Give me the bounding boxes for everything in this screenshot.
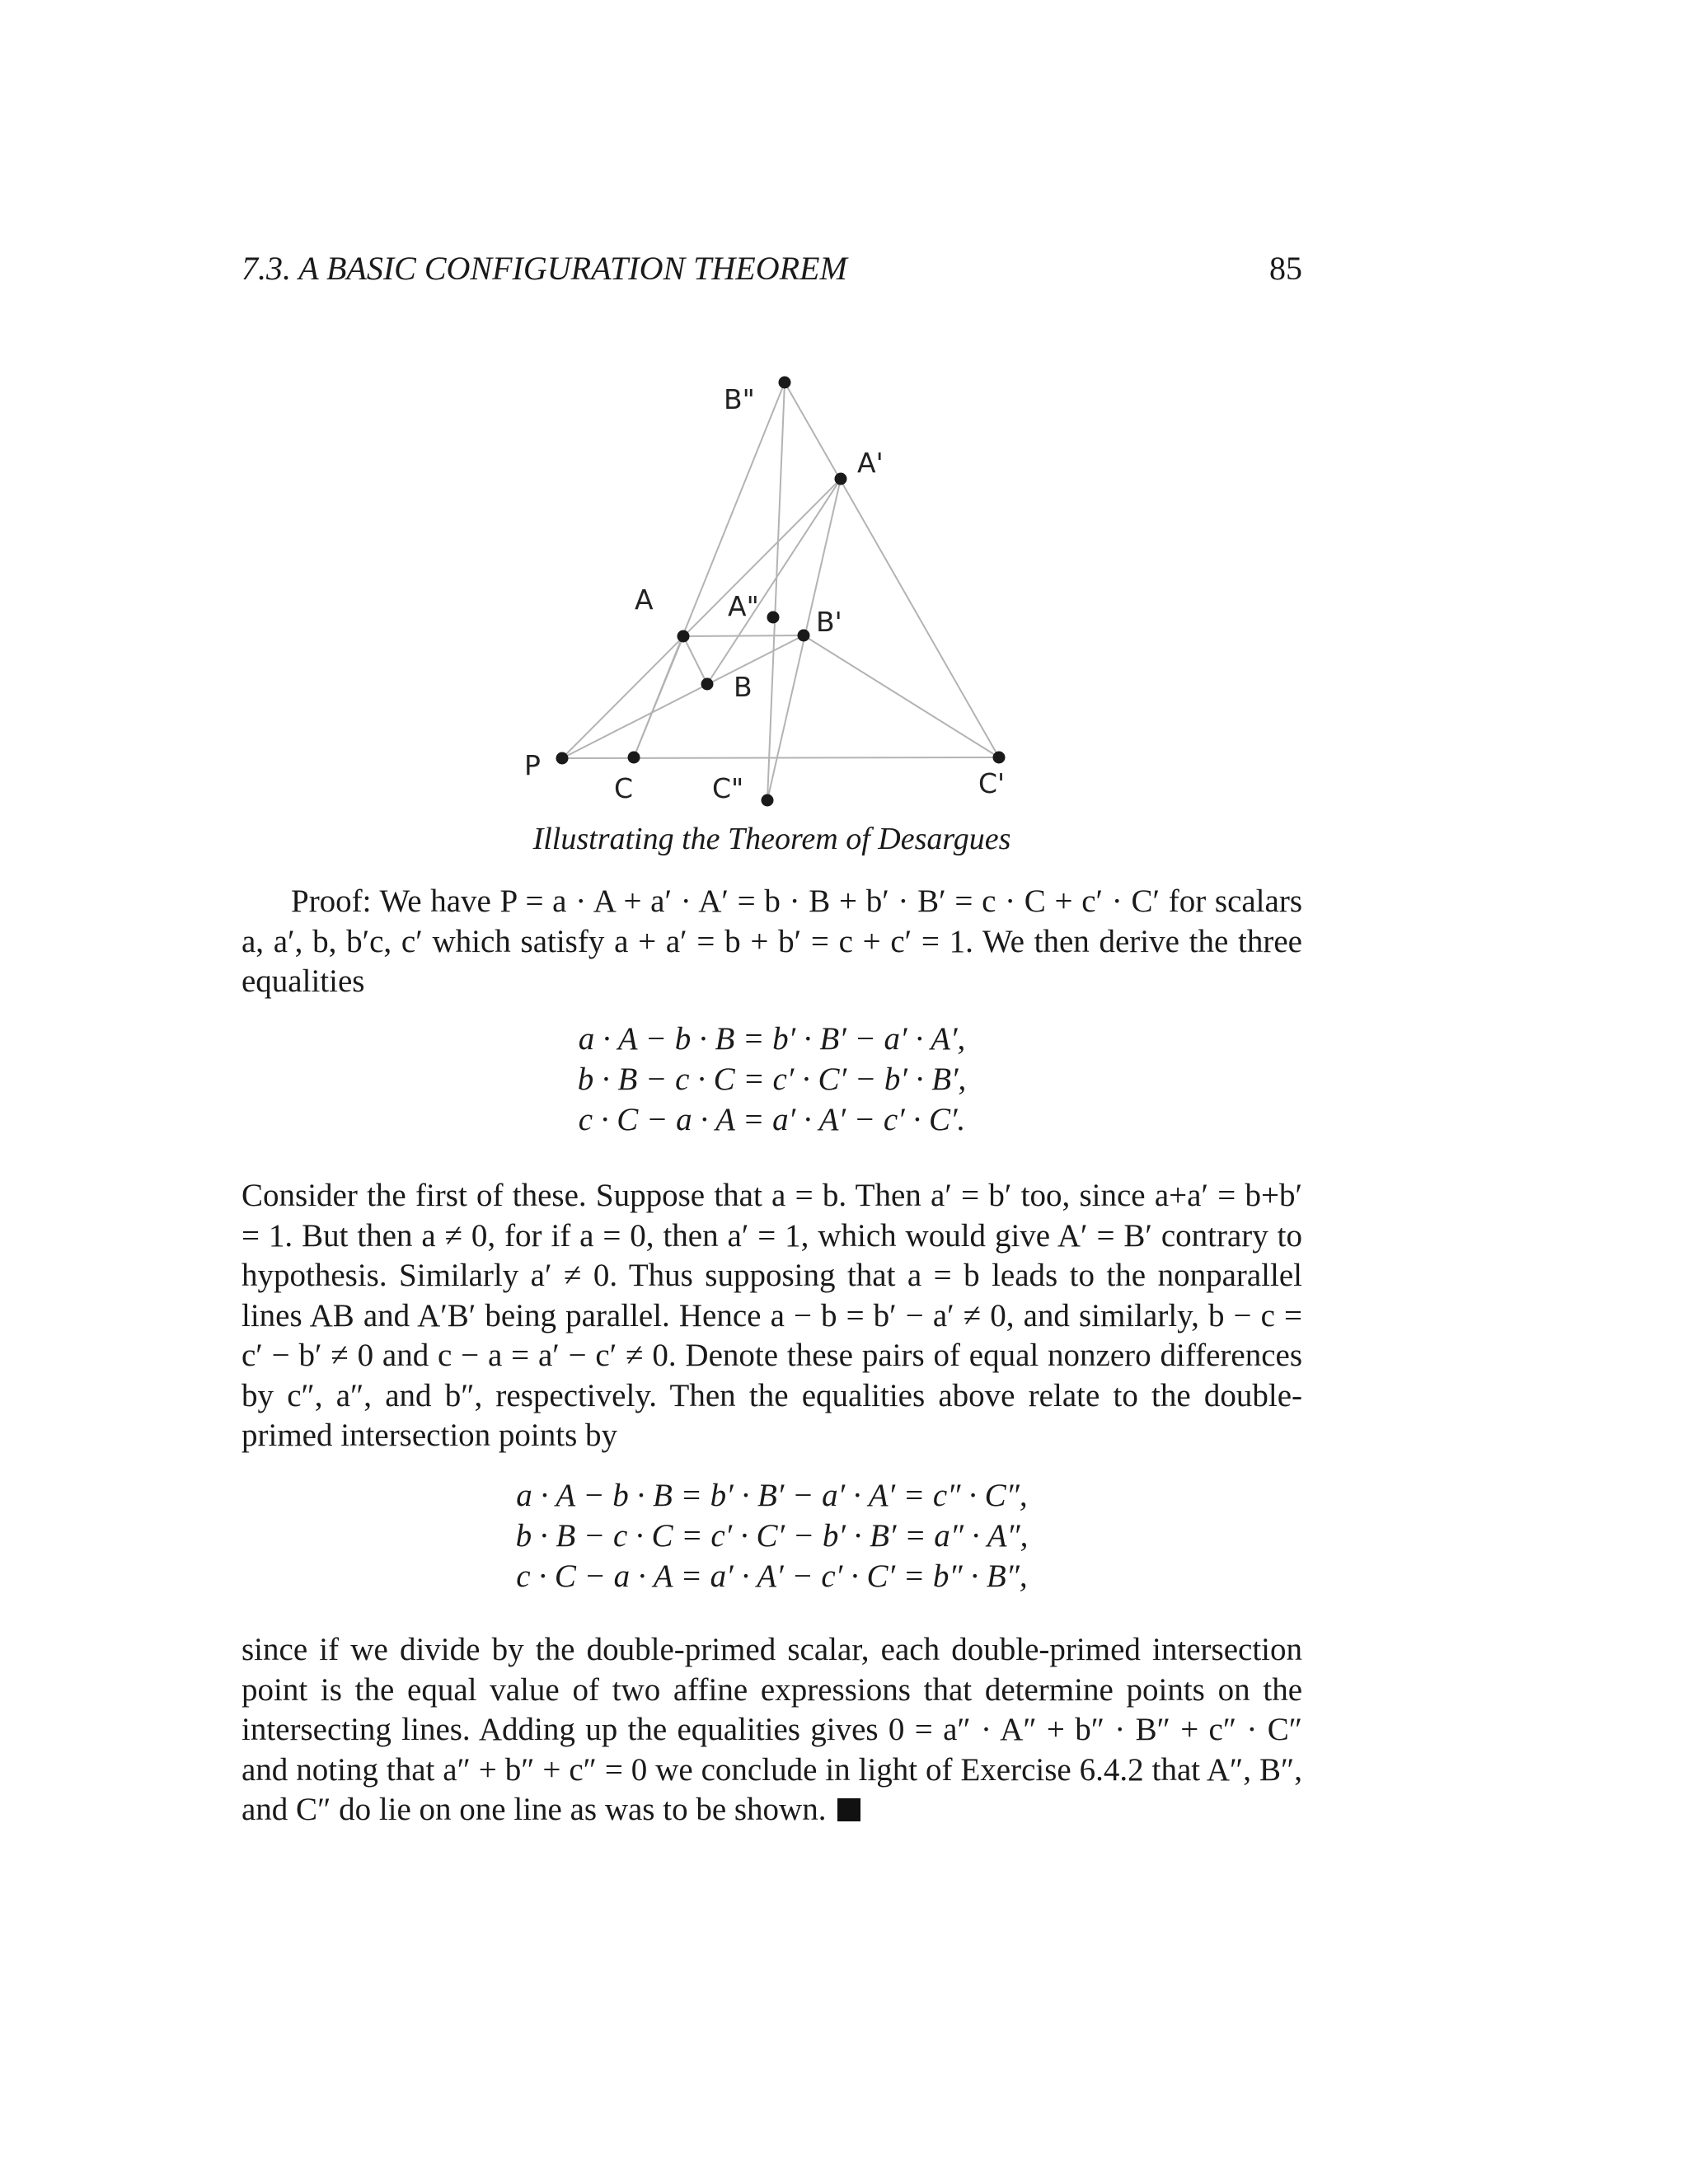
label-C-double-prime: C" (712, 772, 744, 804)
label-B-prime: B' (816, 606, 842, 638)
label-P: P (524, 749, 541, 781)
label-B: B (734, 671, 753, 703)
equation-block-2 (241, 1475, 1302, 1596)
line-C-A (634, 636, 683, 757)
qed-square-icon (837, 1798, 860, 1821)
proof-paragraph-1: Proof: We have P = a · A + a′ · A′ = b · B + b′ · B′ = c · C + c′ · C′ for scalars a, a′, b, b′c, c′ which satisfy a + a′ = b + b′ = c + c′ = 1. We then derive the three equalities (241, 883, 1302, 999)
proof-paragraph-3 (241, 1630, 1302, 1830)
equation-2-3: c · C − a · A = a′ · A′ − c′ · C′ = b″ · B″, (516, 1558, 1028, 1594)
figure-lines (562, 382, 999, 800)
line-A-Bp (683, 635, 804, 636)
line-P-Ap (562, 479, 841, 758)
line-A-B (683, 636, 707, 684)
line-Bp-Cp (804, 635, 999, 757)
point-Cp (993, 752, 1006, 764)
equation-1-2: b · B − c · C = c′ · C′ − b′ · B′, (577, 1062, 967, 1097)
page-number: 85 (1269, 250, 1302, 287)
point-Bp (798, 630, 810, 642)
point-C2 (762, 794, 774, 807)
label-A: A (635, 583, 654, 616)
point-P (556, 752, 569, 765)
label-B-double-prime: B" (724, 383, 755, 415)
desargues-figure (0, 0, 1688, 857)
line-B2-Cp (785, 382, 999, 757)
label-C: C (614, 772, 634, 804)
label-A-prime: A' (857, 447, 884, 479)
running-title: 7.3. A BASIC CONFIGURATION THEOREM (241, 250, 847, 287)
point-B (701, 678, 714, 691)
point-C (628, 752, 640, 764)
proof-paragraph-3-text: since if we divide by the double-primed scalar, each double-primed intersection point is the equal value of two affine expressions that determine points on the intersecting lines. Adding up the equalities gives 0 = a″ · A″ + b″ · B″ + c″ · C″ and noting that a″ + b″ + c″ = 0 we conclude in light of Exercise 6.4.2 that A″, B″, and C″ do lie on one line as was to be shown. (241, 1632, 1302, 1827)
equation-1-1: a · A − b · B = b′ · B′ − a′ · A′, (578, 1021, 966, 1057)
point-Ap (835, 473, 847, 485)
label-C-prime: C' (978, 767, 1006, 799)
point-B2 (779, 377, 791, 389)
label-A-double-prime: A" (728, 590, 759, 622)
equation-block-1 (241, 1019, 1302, 1140)
line-P-Cp (562, 757, 999, 758)
equation-1-3: c · C − a · A = a′ · A′ − c′ · C′. (578, 1102, 966, 1137)
equation-2-2: b · B − c · C = c′ · C′ − b′ · B′ = a″ · A″, (515, 1518, 1029, 1554)
figure-caption: Illustrating the Theorem of Desargues (532, 822, 1011, 856)
line-P-Bp (562, 635, 804, 758)
proof-paragraph-2: Consider the first of these. Suppose that a = b. Then a′ = b′ too, since a+a′ = b+b′ = 1. But then a ≠ 0, for if a = 0, then a′ = 1, which would give A′ = B′ contrary to hypothesis. Similarly a′ ≠ 0. Thus supposing that a = b leads to the nonparallel lines AB and A′B′ being parallel. Hence a − b = b′ − a′ ≠ 0, and similarly, b − c = c′ − b′ ≠ 0 and c − a = a′ − c′ ≠ 0. Denote these pairs of equal nonzero differences by c″, a″, and b″, respectively. Then the equalities above relate to the double-primed intersection points by (241, 1178, 1302, 1453)
equation-2-1: a · A − b · B = b′ · B′ − a′ · A′ = c″ · C″, (516, 1478, 1028, 1513)
point-A2 (767, 612, 780, 624)
point-A (678, 630, 690, 643)
